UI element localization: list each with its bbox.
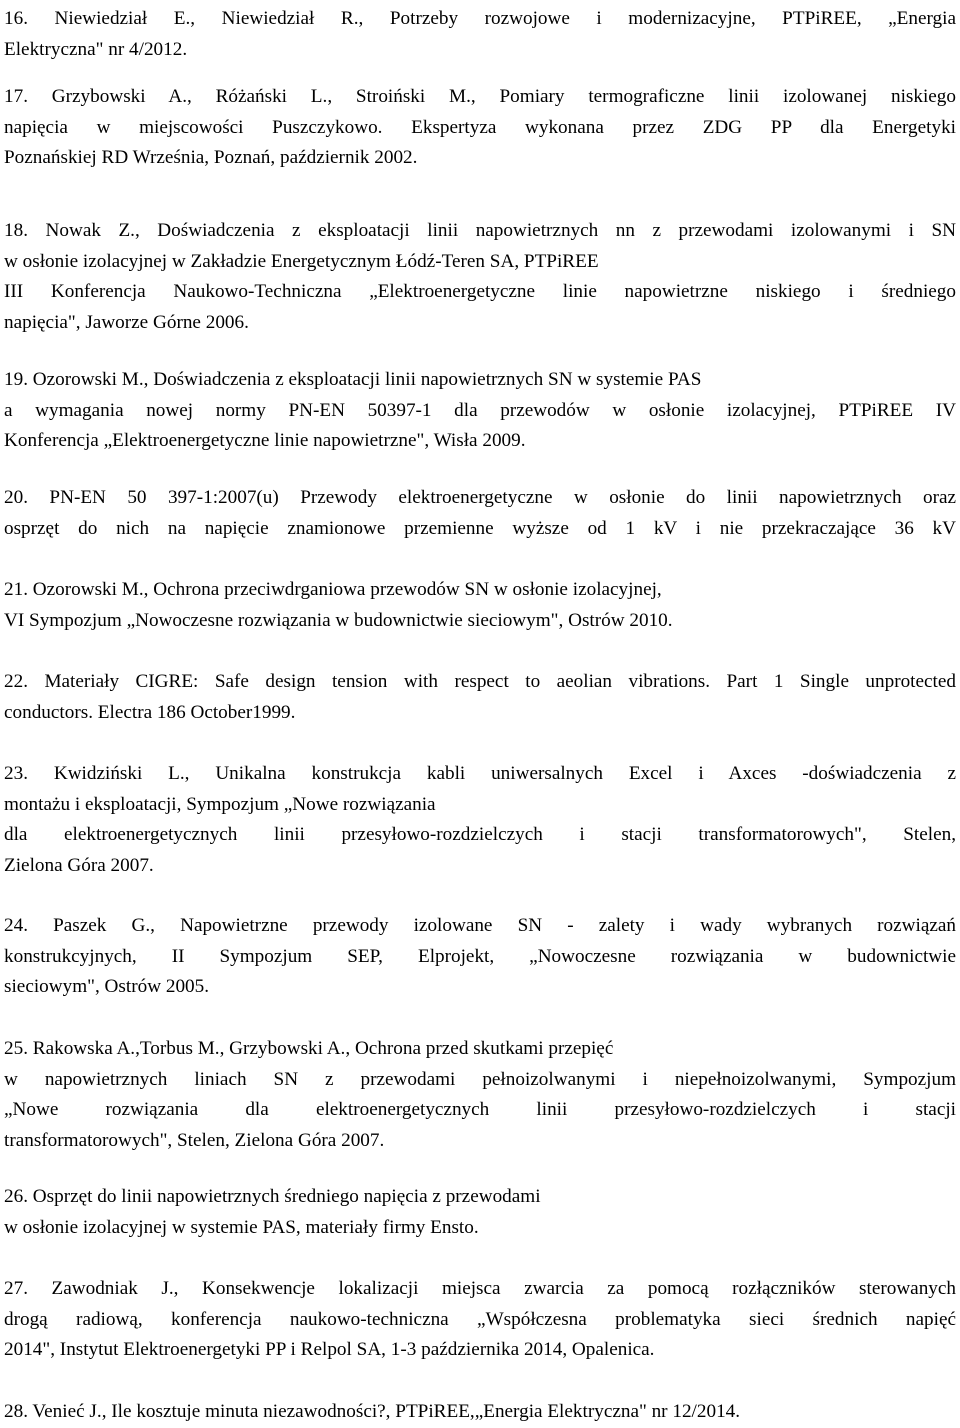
reference-line: drogą radiową, konferencja naukowo-techniczna „Współczesna problematyka sieci średnich napięć (4, 1308, 956, 1330)
reference-line: w osłonie izolacyjnej w systemie PAS, materiały firmy Ensto. (4, 1216, 479, 1238)
reference-line: Poznańskiej RD Września, Poznań, październik 2002. (4, 147, 418, 168)
reference-line: napięcia w miejscowości Puszczykowo. Ekspertyza wykonana przez ZDG PP dla Energetyki (4, 116, 956, 138)
reference-line: 22. Materiały CIGRE: Safe design tension with respect to aeolian vibrations. Part 1 Single unprotected (4, 671, 956, 692)
reference-line: 20. PN-EN 50 397-1:2007(u) Przewody elektroenergetyczne w osłonie do linii napowietrznych oraz (4, 487, 956, 508)
reference-item (4, 1182, 956, 1243)
reference-line: a wymagania nowej normy PN-EN 50397-1 dla przewodów w osłonie izolacyjnej, PTPiREE IV (4, 399, 956, 421)
reference-line: conductors. Electra 186 October1999. (4, 701, 296, 723)
reference-line: 17. Grzybowski A., Różański L., Stroiński M., Pomiary termograficzne linii izolowanej niskiego (4, 86, 956, 107)
reference-item (4, 911, 956, 1003)
reference-line: montażu i eksploatacji, Sympozjum „Nowe rozwiązania (4, 793, 436, 815)
reference-line: w osłonie izolacyjnej w Zakładzie Energetycznym Łódź-Teren SA, PTPiREE (4, 250, 599, 272)
reference-line: transformatorowych", Stelen, Zielona Góra 2007. (4, 1129, 385, 1151)
reference-item (4, 216, 956, 338)
reference-line: osprzęt do nich na napięcie znamionowe przemienne wyższe od 1 kV i nie przekraczające 36 kV (4, 517, 956, 539)
reference-line: 16. Niewiedział E., Niewiedział R., Potrzeby rozwojowe i modernizacyjne, PTPiREE, „Energia (4, 8, 956, 29)
reference-line: Zielona Góra 2007. (4, 854, 154, 876)
reference-item (4, 575, 956, 636)
reference-line: 23. Kwidziński L., Unikalna konstrukcja kabli uniwersalnych Excel i Axces -doświadczenia z (4, 763, 956, 784)
reference-line: 21. Ozorowski M., Ochrona przeciwdrganiowa przewodów SN w osłonie izolacyjnej, (4, 579, 662, 600)
reference-item (4, 365, 956, 457)
reference-line: VI Sympozjum „Nowoczesne rozwiązania w budownictwie sieciowym", Ostrów 2010. (4, 609, 673, 631)
reference-item (4, 82, 956, 174)
reference-item (4, 759, 956, 881)
reference-item (4, 4, 956, 65)
reference-line: napięcia", Jaworze Górne 2006. (4, 311, 249, 333)
reference-item (4, 1397, 956, 1428)
reference-line: 27. Zawodniak J., Konsekwencje lokalizacji miejsca zwarcia za pomocą rozłączników sterowanych (4, 1278, 956, 1299)
reference-line: 26. Osprzęt do linii napowietrznych średniego napięcia z przewodami (4, 1186, 541, 1207)
reference-item (4, 1274, 956, 1366)
reference-line: Elektryczna" nr 4/2012. (4, 38, 188, 60)
reference-item (4, 667, 956, 728)
reference-line: 24. Paszek G., Napowietrzne przewody izolowane SN - zalety i wady wybranych rozwiązań (4, 915, 956, 936)
reference-line: 19. Ozorowski M., Doświadczenia z eksploatacji linii napowietrznych SN w systemie PAS (4, 369, 702, 390)
reference-line: 18. Nowak Z., Doświadczenia z eksploatacji linii napowietrznych nn z przewodami izolowanymi i SN (4, 220, 956, 241)
reference-line: w napowietrznych liniach SN z przewodami pełnoizolwanymi i niepełnoizolwanymi, Sympozjum (4, 1068, 956, 1090)
reference-line: 2014", Instytut Elektroenergetyki PP i Relpol SA, 1-3 października 2014, Opalenica. (4, 1339, 655, 1360)
reference-line: 28. Venieć J., Ile kosztuje minuta niezawodności?, PTPiREE,„Energia Elektryczna" nr 12/2014. (4, 1401, 741, 1422)
reference-line: Konferencja „Elektroenergetyczne linie napowietrzne", Wisła 2009. (4, 430, 526, 451)
reference-item (4, 1034, 956, 1156)
reference-line: „Nowe rozwiązania dla elektroenergetycznych linii przesyłowo-rozdzielczych i stacji (4, 1099, 956, 1120)
reference-line: 25. Rakowska A.,Torbus M., Grzybowski A., Ochrona przed skutkami przepięć (4, 1038, 614, 1059)
reference-line: dla elektroenergetycznych linii przesyłowo-rozdzielczych i stacji transformatorowych", Stelen, (4, 824, 956, 845)
reference-line: III Konferencja Naukowo-Techniczna „Elektroenergetyczne linie napowietrzne niskiego i średniego (4, 281, 956, 302)
reference-item (4, 483, 956, 544)
reference-line: konstrukcyjnych, II Sympozjum SEP, Elprojekt, „Nowoczesne rozwiązania w budownictwie (4, 945, 956, 967)
reference-line: sieciowym", Ostrów 2005. (4, 976, 210, 997)
